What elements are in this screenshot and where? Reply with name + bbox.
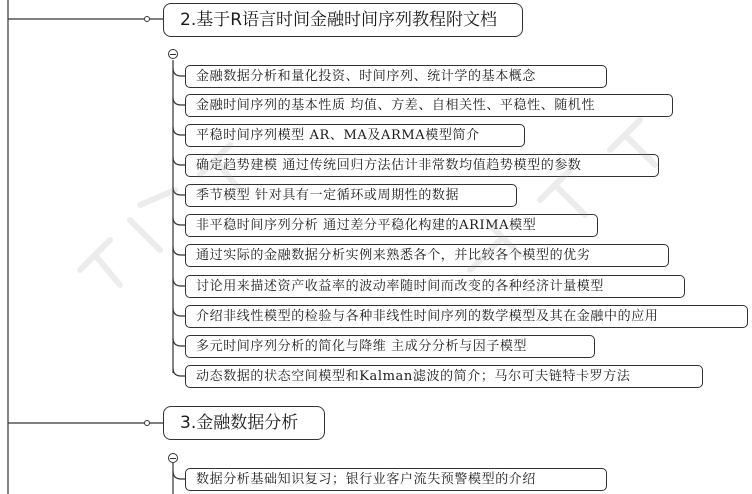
section-2-node[interactable] <box>163 3 523 37</box>
topic-item-label: 多元时间序列分析的简化与降维 主成分分析与因子模型 <box>196 339 528 354</box>
topic-item-label: 通过实际的金融数据分析实例来熟悉各个，并比较各个模型的优劣 <box>196 248 591 263</box>
topic-item[interactable] <box>185 154 659 177</box>
topic-item-label: 平稳时间序列模型 AR、MA及ARMA模型简介 <box>196 128 480 143</box>
topic-item-label: 非平稳时间序列分析 通过差分平稳化构建的ARIMA模型 <box>196 218 537 233</box>
section-2-title: 2.基于R语言时间金融时间序列教程附文档 <box>180 10 498 30</box>
section-2-connector-dot <box>144 16 150 22</box>
topic-item-label: 介绍非线性模型的检验与各种非线性时间序列的数学模型及其在金融中的应用 <box>196 309 659 324</box>
topic-item[interactable] <box>185 244 669 267</box>
topic-item[interactable] <box>185 124 525 147</box>
topic-item-label: 确定趋势建模 通过传统回归方法估计非常数均值趋势模型的参数 <box>196 158 582 173</box>
topic-item-label: 数据分析基础知识复习；银行业客户流失预警模型的介绍 <box>196 472 537 487</box>
section-2-collapse-toggle-icon[interactable] <box>168 49 178 59</box>
section-3-collapse-toggle-icon[interactable] <box>168 453 178 463</box>
topic-item-label: 金融时间序列的基本性质 均值、方差、自相关性、平稳性、随机性 <box>196 98 596 113</box>
topic-item-label: 金融数据分析和量化投资、时间序列、统计学的基本概念 <box>196 69 537 84</box>
topic-item-label: 讨论用来描述资产收益率的波动率随时间而改变的各种经济计量模型 <box>196 279 605 294</box>
topic-item[interactable] <box>185 275 685 298</box>
topic-item[interactable] <box>185 94 673 117</box>
topic-item-label: 动态数据的状态空间模型和Kalman滤波的简介；马尔可夫链特卡罗方法 <box>196 369 631 384</box>
section-3-node[interactable] <box>163 406 325 440</box>
topic-item[interactable] <box>185 468 607 491</box>
topic-item[interactable] <box>185 365 703 388</box>
topic-item[interactable] <box>185 184 517 207</box>
topic-item[interactable] <box>185 214 598 237</box>
topic-item[interactable] <box>185 305 748 328</box>
section-3-connector-dot <box>144 420 150 426</box>
section-3-title: 3.金融数据分析 <box>180 413 299 433</box>
topic-item[interactable] <box>185 65 607 88</box>
topic-item-label: 季节模型 针对具有一定循环或周期性的数据 <box>196 188 460 203</box>
topic-item[interactable] <box>185 335 595 358</box>
